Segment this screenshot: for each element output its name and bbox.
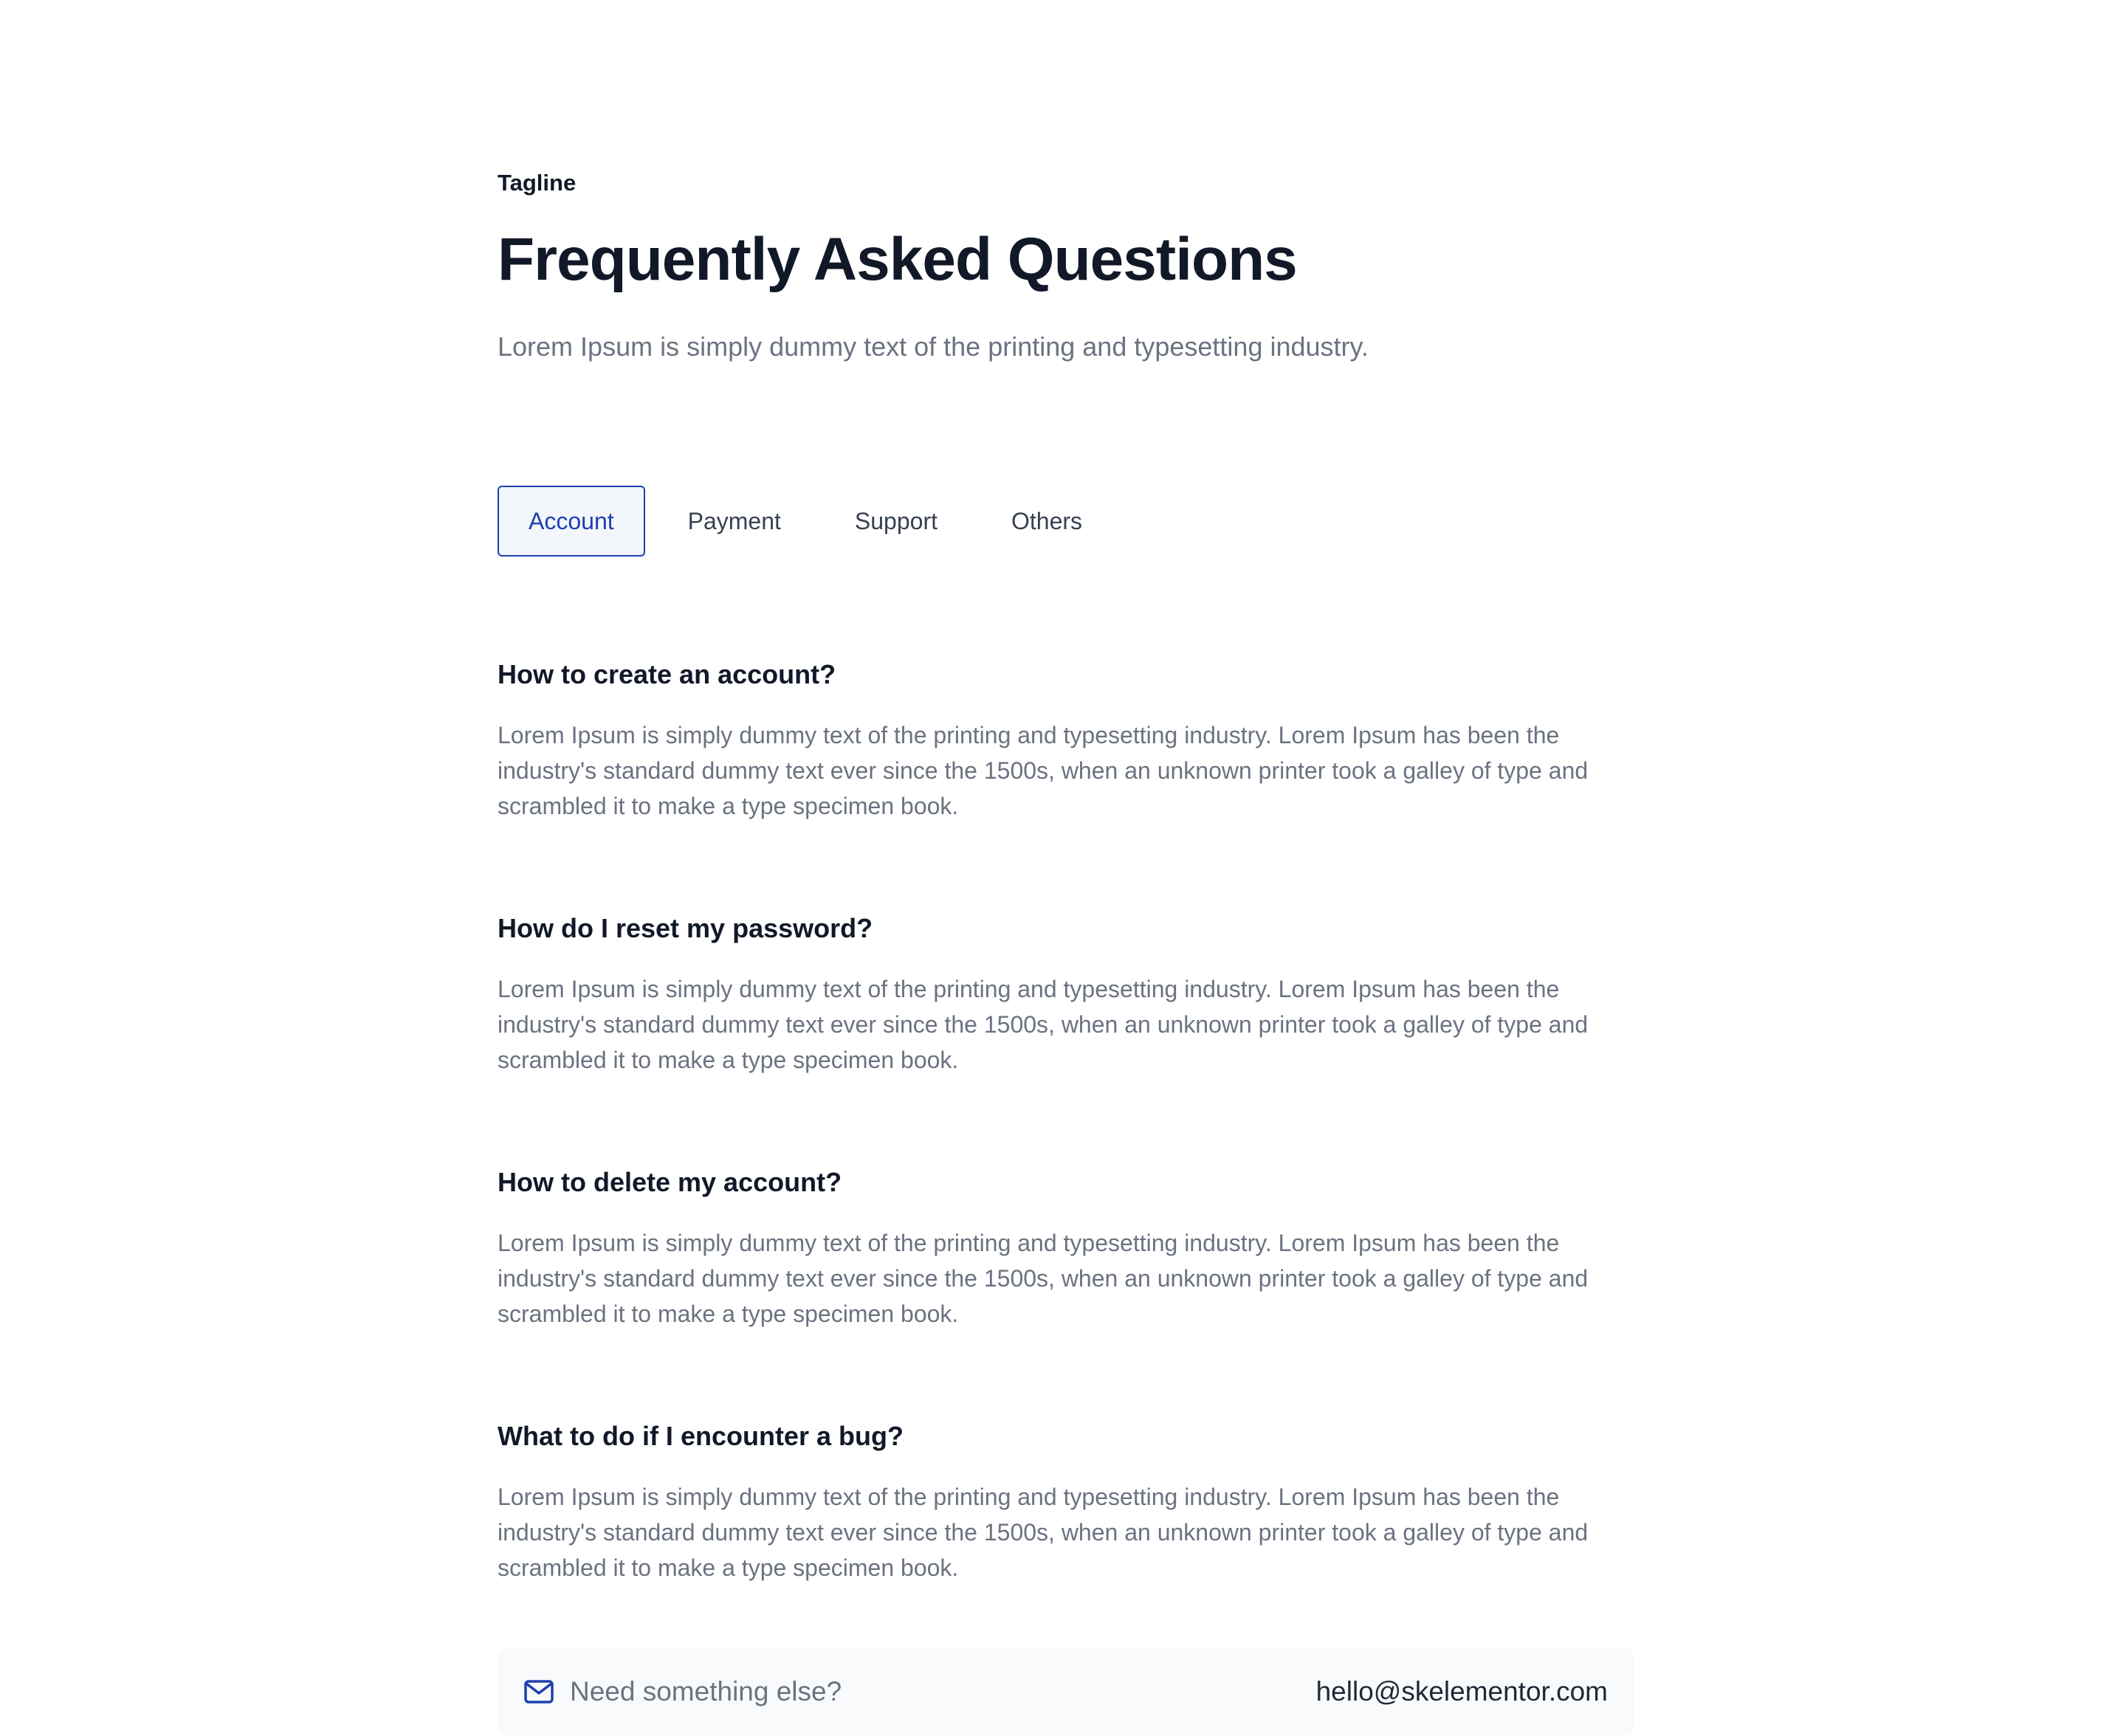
- page-subtitle: Lorem Ipsum is simply dummy text of the printing and typesetting industry.: [498, 331, 1369, 362]
- tab-others[interactable]: Others: [1011, 507, 1083, 534]
- faq-answer: Lorem Ipsum is simply dummy text of the printing and typesetting industry. Lorem Ipsum has been the industry's standard dummy text ever since the 1500s, when an unknown printer took a galley of type and scrambled it to make a type specimen book.: [498, 1484, 1589, 1581]
- faq-question: How to create an account?: [498, 659, 836, 689]
- page-title: Frequently Asked Questions: [498, 226, 1297, 293]
- tab-payment[interactable]: Payment: [687, 507, 781, 534]
- tagline: Tagline: [498, 170, 577, 196]
- faq-section: [498, 0, 1634, 1706]
- faq-tabs: [498, 486, 1634, 557]
- contact-prompt: Need something else?: [570, 1676, 842, 1706]
- contact-banner: [498, 1647, 1634, 1736]
- faq-item: [498, 657, 1634, 824]
- faq-question: How to delete my account?: [498, 1167, 842, 1197]
- tab-account[interactable]: Account: [498, 486, 645, 557]
- faq-item: [498, 911, 1634, 1078]
- faq-question: What to do if I encounter a bug?: [498, 1421, 904, 1451]
- faq-question: How do I reset my password?: [498, 913, 873, 943]
- tab-support[interactable]: Support: [854, 507, 938, 534]
- faq-answer: Lorem Ipsum is simply dummy text of the printing and typesetting industry. Lorem Ipsum has been the industry's standard dummy text ever since the 1500s, when an unknown printer took a galley of type and scrambled it to make a type specimen book.: [498, 1230, 1589, 1327]
- faq-list: [498, 657, 1634, 1585]
- faq-answer: Lorem Ipsum is simply dummy text of the printing and typesetting industry. Lorem Ipsum has been the industry's standard dummy text ever since the 1500s, when an unknown printer took a galley of type and scrambled it to make a type specimen book.: [498, 722, 1589, 819]
- contact-email-link[interactable]: hello@skelementor.com: [1315, 1676, 1608, 1706]
- contact-prompt-group: [524, 1676, 842, 1707]
- faq-item: [498, 1165, 1634, 1332]
- mail-icon: [524, 1680, 554, 1704]
- faq-item: [498, 1419, 1634, 1585]
- faq-answer: Lorem Ipsum is simply dummy text of the printing and typesetting industry. Lorem Ipsum has been the industry's standard dummy text ever since the 1500s, when an unknown printer took a galley of type and scrambled it to make a type specimen book.: [498, 976, 1589, 1073]
